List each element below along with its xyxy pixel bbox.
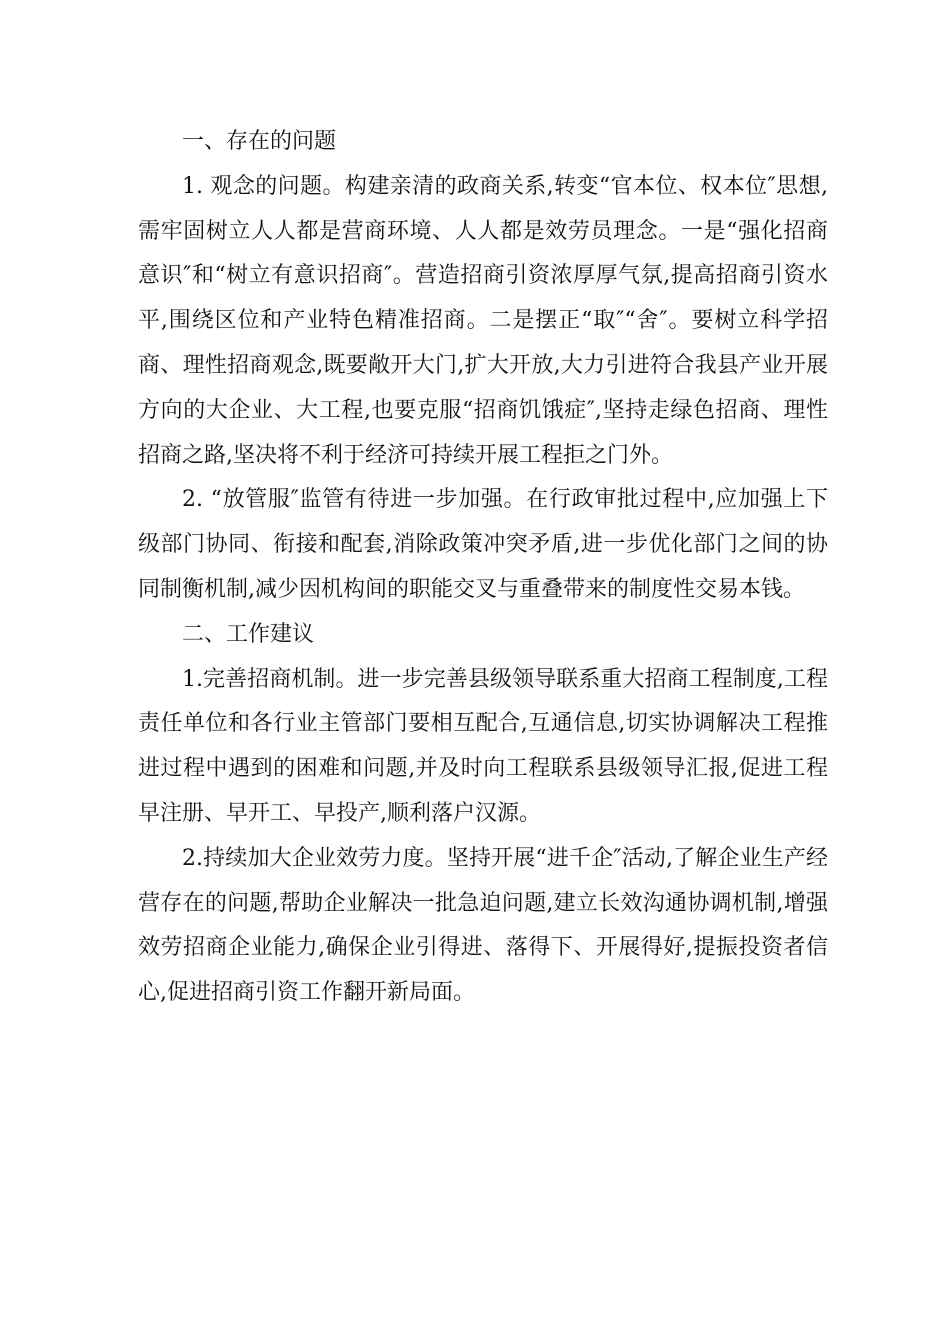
paragraph-supervision: 2. “放管服″监管有待进一步加强。在行政审批过程中,应加强上下级部门协同、衔接和配套,消除政策冲突矛盾,进一步优化部门之间的协同制衡机制,减少因机构间的职能交叉与重叠带来的制度性交易本钱。	[138, 487, 828, 602]
paragraph-concept-problem: 1. 观念的问题。构建亲清的政商关系,转变“官本位、权本位″思想,需牢固树立人人都是营商环境、人人都是效劳员理念。一是“强化招商意识″和“树立有意识招商″。营造招商引资浓厚厚气氛,提高招商引资水平,围绕区位和产业特色精准招商。二是摆正“取″“舍″。要树立科学招商、理性招商观念,既要敞开大门,扩大开放,大力引进符合我县产业开展方向的大企业、大工程,也要克服“招商饥饿症″,坚持走绿色招商、理性招商之路,坚决将不利于经济可持续开展工程拒之门外。	[138, 173, 828, 468]
section-heading-suggestions: 二、工作建议	[182, 621, 315, 647]
paragraph-investment-mechanism: 1.完善招商机制。进一步完善县级领导联系重大招商工程制度,工程责任单位和各行业主管部门要相互配合,互通信息,切实协调解决工程推进过程中遇到的困难和问题,并及时向工程联系县级领导汇报,促进工程早注册、早开工、早投产,顺利落户汉源。	[138, 666, 828, 826]
section-heading-problems: 一、存在的问题	[182, 129, 337, 154]
document-body	[138, 120, 828, 1016]
paragraph-enterprise-service: 2.持续加大企业效劳力度。坚持开展“进千企″活动,了解企业生产经营存在的问题,帮助企业解决一批急迫问题,建立长效沟通协调机制,增强效劳招商企业能力,确保企业引得进、落得下、开展得好,提振投资者信心,促进招商引资工作翻开新局面。	[138, 845, 828, 1006]
